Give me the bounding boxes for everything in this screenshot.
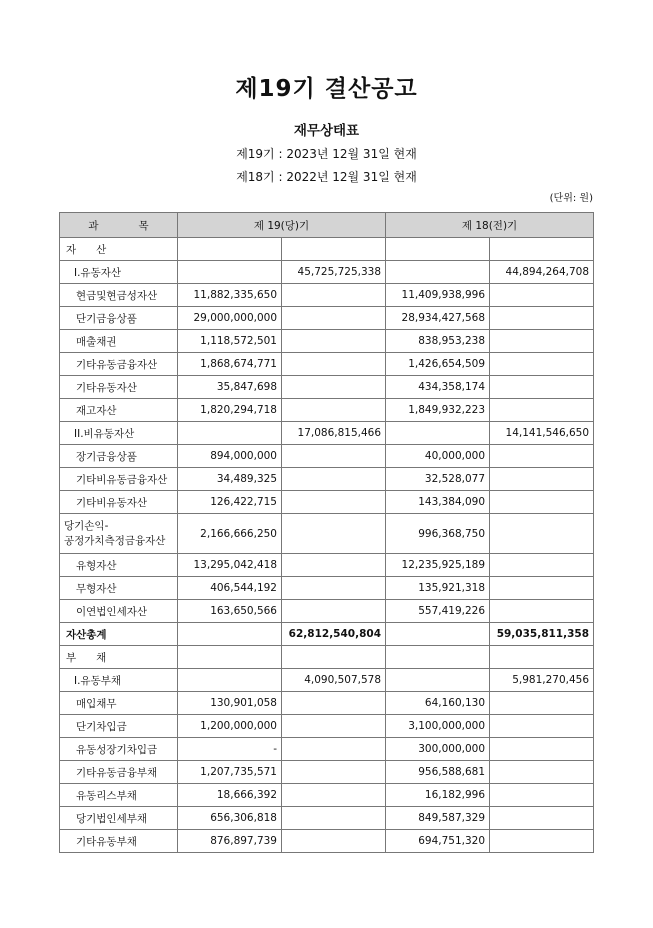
amount-c1: 1,868,674,771 [178, 353, 282, 376]
amount-c2 [282, 646, 386, 669]
amount-c2 [282, 399, 386, 422]
account-label: 자 산 [60, 238, 178, 261]
amount-c2 [282, 692, 386, 715]
table-row [60, 445, 594, 468]
amount-p1 [386, 238, 490, 261]
amount-c1: 1,118,572,501 [178, 330, 282, 353]
amount-c2 [282, 445, 386, 468]
amount-c2 [282, 307, 386, 330]
amount-c1: - [178, 738, 282, 761]
account-label: 유동성장기차입금 [60, 738, 178, 761]
statement-subtitle: 재무상태표 [293, 123, 360, 139]
table-row [60, 738, 594, 761]
account-label: 유형자산 [60, 554, 178, 577]
amount-p2 [490, 238, 594, 261]
amount-c2 [282, 807, 386, 830]
unit-note: (단위: 원) [549, 193, 593, 204]
amount-p2 [490, 468, 594, 491]
table-row [60, 554, 594, 577]
account-label: 기타비유동금융자산 [60, 468, 178, 491]
account-label: 기타비유동자산 [60, 491, 178, 514]
amount-p2 [490, 554, 594, 577]
amount-c2: 45,725,725,338 [282, 261, 386, 284]
table-row [60, 784, 594, 807]
account-label: 재고자산 [60, 399, 178, 422]
amount-p1: 143,384,090 [386, 491, 490, 514]
amount-c2: 62,812,540,804 [282, 623, 386, 646]
amount-c2 [282, 577, 386, 600]
amount-p1: 434,358,174 [386, 376, 490, 399]
period-prior: 제18기 : 2022년 12월 31일 현재 [236, 170, 417, 184]
amount-p2 [490, 307, 594, 330]
table-row [60, 646, 594, 669]
amount-c1: 13,295,042,418 [178, 554, 282, 577]
amount-p1: 838,953,238 [386, 330, 490, 353]
amount-p1 [386, 669, 490, 692]
amount-c1: 18,666,392 [178, 784, 282, 807]
amount-p1 [386, 623, 490, 646]
amount-c2 [282, 738, 386, 761]
amount-c2 [282, 514, 386, 554]
amount-p2 [490, 600, 594, 623]
amount-p1 [386, 422, 490, 445]
amount-c2 [282, 554, 386, 577]
amount-c2 [282, 761, 386, 784]
amount-c2: 4,090,507,578 [282, 669, 386, 692]
amount-c2 [282, 715, 386, 738]
table-row [60, 514, 594, 554]
amount-c1: 894,000,000 [178, 445, 282, 468]
amount-p1: 11,409,938,996 [386, 284, 490, 307]
amount-p2 [490, 761, 594, 784]
amount-c2 [282, 784, 386, 807]
account-label: 유동리스부채 [60, 784, 178, 807]
amount-p2 [490, 399, 594, 422]
account-label: 장기금융상품 [60, 445, 178, 468]
amount-c1: 29,000,000,000 [178, 307, 282, 330]
amount-c2: 17,086,815,466 [282, 422, 386, 445]
amount-p2 [490, 784, 594, 807]
amount-c1: 126,422,715 [178, 491, 282, 514]
amount-c1: 34,489,325 [178, 468, 282, 491]
table-row [60, 491, 594, 514]
amount-p1: 40,000,000 [386, 445, 490, 468]
table-row [60, 577, 594, 600]
amount-p1: 956,588,681 [386, 761, 490, 784]
amount-c1: 1,820,294,718 [178, 399, 282, 422]
account-label: 기타유동금융부채 [60, 761, 178, 784]
amount-p2 [490, 807, 594, 830]
amount-c1 [178, 646, 282, 669]
table-row [60, 669, 594, 692]
amount-c1: 163,650,566 [178, 600, 282, 623]
amount-p2 [490, 577, 594, 600]
table-row [60, 284, 594, 307]
account-label: 매입채무 [60, 692, 178, 715]
amount-p2 [490, 491, 594, 514]
amount-c1: 1,200,000,000 [178, 715, 282, 738]
amount-c1: 656,306,818 [178, 807, 282, 830]
amount-c2 [282, 238, 386, 261]
amount-c2 [282, 376, 386, 399]
period-current: 제19기 : 2023년 12월 31일 현재 [236, 147, 417, 161]
account-label: I.유동부채 [60, 669, 178, 692]
table-row [60, 261, 594, 284]
amount-c2 [282, 353, 386, 376]
amount-p2 [490, 830, 594, 853]
amount-p2: 14,141,546,650 [490, 422, 594, 445]
header-prior-period: 제 18(전)기 [386, 213, 594, 238]
account-label: 당기손익- 공정가치측정금융자산 [60, 514, 178, 554]
account-label: 자산총계 [60, 623, 178, 646]
amount-p1: 32,528,077 [386, 468, 490, 491]
amount-c1: 130,901,058 [178, 692, 282, 715]
amount-c2 [282, 491, 386, 514]
amount-p1: 16,182,996 [386, 784, 490, 807]
account-label: 부 채 [60, 646, 178, 669]
amount-c1: 876,897,739 [178, 830, 282, 853]
account-label: 무형자산 [60, 577, 178, 600]
table-row [60, 307, 594, 330]
document-title: 제19기 결산공고 [235, 76, 418, 102]
amount-c1 [178, 238, 282, 261]
table-row [60, 761, 594, 784]
amount-p2: 59,035,811,358 [490, 623, 594, 646]
amount-c1 [178, 422, 282, 445]
account-label: 매출채권 [60, 330, 178, 353]
table-row [60, 807, 594, 830]
amount-c1 [178, 669, 282, 692]
amount-p2 [490, 330, 594, 353]
amount-c2 [282, 468, 386, 491]
amount-p2 [490, 514, 594, 554]
amount-p1: 1,426,654,509 [386, 353, 490, 376]
total-row [60, 623, 594, 646]
account-label: 이연법인세자산 [60, 600, 178, 623]
account-label: I.유동자산 [60, 261, 178, 284]
table-row [60, 376, 594, 399]
amount-p1: 849,587,329 [386, 807, 490, 830]
table-row [60, 330, 594, 353]
header-current-period: 제 19(당)기 [178, 213, 386, 238]
table-row [60, 238, 594, 261]
amount-p1: 12,235,925,189 [386, 554, 490, 577]
amount-c1 [178, 623, 282, 646]
amount-c1: 11,882,335,650 [178, 284, 282, 307]
amount-p1: 694,751,320 [386, 830, 490, 853]
table-row [60, 353, 594, 376]
amount-c1: 406,544,192 [178, 577, 282, 600]
amount-p2: 44,894,264,708 [490, 261, 594, 284]
amount-p2 [490, 715, 594, 738]
table-row [60, 715, 594, 738]
amount-p2 [490, 445, 594, 468]
table-header-row [60, 213, 594, 238]
amount-p1: 64,160,130 [386, 692, 490, 715]
account-label: 당기법인세부채 [60, 807, 178, 830]
amount-c2 [282, 330, 386, 353]
amount-p1: 28,934,427,568 [386, 307, 490, 330]
amount-p1: 3,100,000,000 [386, 715, 490, 738]
account-label: 기타유동자산 [60, 376, 178, 399]
amount-p2 [490, 284, 594, 307]
amount-c1: 2,166,666,250 [178, 514, 282, 554]
amount-p2: 5,981,270,456 [490, 669, 594, 692]
table-row [60, 692, 594, 715]
amount-c1: 1,207,735,571 [178, 761, 282, 784]
account-label: II.비유동자산 [60, 422, 178, 445]
amount-c2 [282, 830, 386, 853]
account-label: 단기차입금 [60, 715, 178, 738]
account-label: 기타유동금융자산 [60, 353, 178, 376]
header-account: 과 목 [60, 213, 178, 238]
table-row [60, 468, 594, 491]
amount-p1: 1,849,932,223 [386, 399, 490, 422]
balance-sheet-table [59, 212, 594, 853]
amount-p2 [490, 646, 594, 669]
amount-p2 [490, 738, 594, 761]
amount-p1: 300,000,000 [386, 738, 490, 761]
amount-c1 [178, 261, 282, 284]
table-row [60, 399, 594, 422]
amount-p1: 996,368,750 [386, 514, 490, 554]
account-label: 기타유동부채 [60, 830, 178, 853]
amount-p1 [386, 646, 490, 669]
amount-c2 [282, 600, 386, 623]
amount-p2 [490, 353, 594, 376]
amount-p1 [386, 261, 490, 284]
amount-p1: 135,921,318 [386, 577, 490, 600]
amount-p2 [490, 692, 594, 715]
account-label: 현금및현금성자산 [60, 284, 178, 307]
table-row [60, 830, 594, 853]
account-label: 단기금융상품 [60, 307, 178, 330]
amount-c2 [282, 284, 386, 307]
amount-p2 [490, 376, 594, 399]
amount-p1: 557,419,226 [386, 600, 490, 623]
table-row [60, 600, 594, 623]
table-row [60, 422, 594, 445]
amount-c1: 35,847,698 [178, 376, 282, 399]
